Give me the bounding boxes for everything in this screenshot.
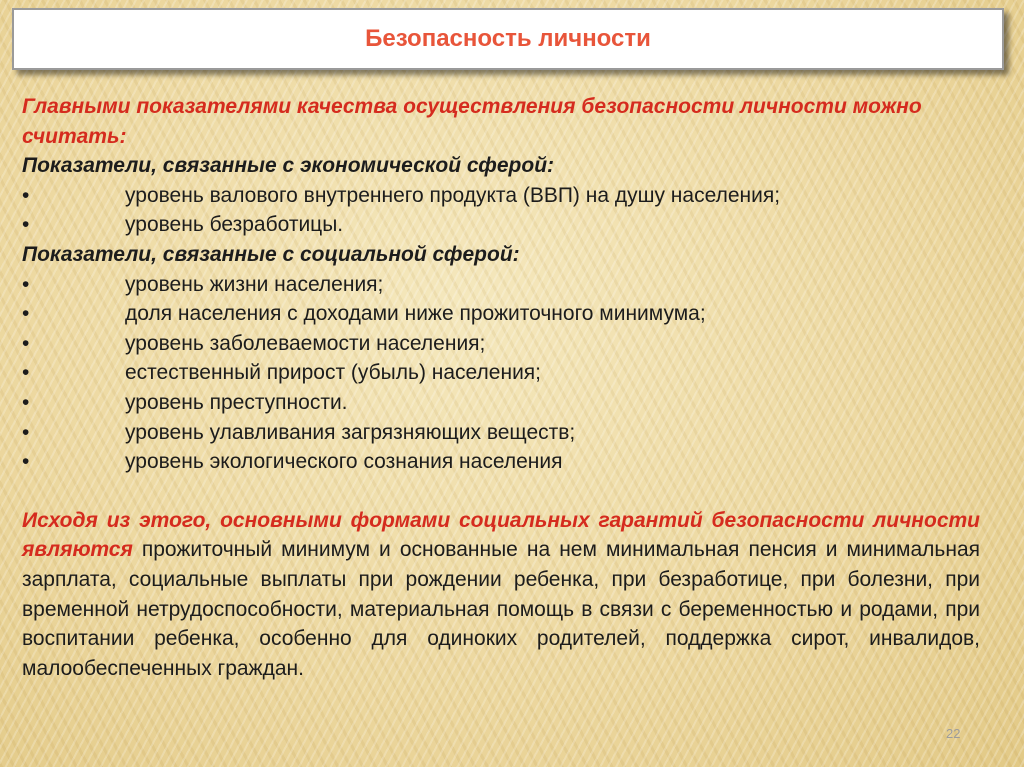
slide-content	[22, 92, 980, 683]
bullet-icon: •	[22, 390, 30, 414]
bullet-icon: •	[22, 331, 30, 355]
conclusion-lead: Исходя из этого, основными формами социальных гарантий безопасности личности являются	[22, 508, 980, 562]
list-item	[22, 358, 980, 388]
intro-heading: Главными показателями качества осуществления безопасности личности можно считать:	[22, 95, 922, 148]
list-item-text: уровень жизни населения;	[125, 272, 384, 296]
list-item-text: уровень заболеваемости населения;	[125, 331, 486, 355]
list-item	[22, 329, 980, 359]
conclusion-body: прожиточный минимум и основанные на нем минимальная пенсия и минимальная зарплата, социальные выплаты при рождении ребенка, при безработице, при болезни, при временной нетрудоспособности, материальная помощь в связи с беременностью и родами, при воспитании ребенка, особенно для одиноких родителей, поддержка сирот, инвалидов, малообеспеченных граждан.	[22, 538, 980, 680]
list-item	[22, 299, 980, 329]
list-item	[22, 388, 980, 418]
page-number: 22	[946, 726, 961, 741]
bullet-icon: •	[22, 183, 30, 207]
economic-list	[22, 181, 980, 240]
economic-heading: Показатели, связанные с экономической сферой:	[22, 154, 555, 178]
list-item-text: доля населения с доходами ниже прожиточного минимума;	[125, 302, 706, 326]
list-item	[22, 418, 980, 448]
list-item-text: уровень валового внутреннего продукта (ВВП) на душу населения;	[125, 183, 781, 207]
social-heading: Показатели, связанные с социальной сферой:	[22, 242, 520, 266]
list-item	[22, 270, 980, 300]
list-item	[22, 447, 980, 477]
list-item-text: уровень безработицы.	[125, 213, 344, 237]
social-list	[22, 270, 980, 477]
slide-title: Безопасность личности	[365, 25, 651, 52]
list-item-text: уровень преступности.	[125, 390, 348, 414]
title-box	[12, 8, 1004, 70]
bullet-icon: •	[22, 302, 30, 326]
bullet-icon: •	[22, 420, 30, 444]
bullet-icon: •	[22, 213, 30, 237]
list-item-text: уровень улавливания загрязняющих веществ;	[125, 420, 576, 444]
bullet-icon: •	[22, 361, 30, 385]
list-item	[22, 210, 980, 240]
conclusion-paragraph	[22, 506, 980, 684]
list-item-text: естественный прирост (убыль) населения;	[125, 361, 542, 385]
bullet-icon: •	[22, 450, 30, 474]
bullet-icon: •	[22, 272, 30, 296]
list-item	[22, 181, 980, 211]
list-item-text: уровень экологического сознания населения	[125, 450, 563, 474]
